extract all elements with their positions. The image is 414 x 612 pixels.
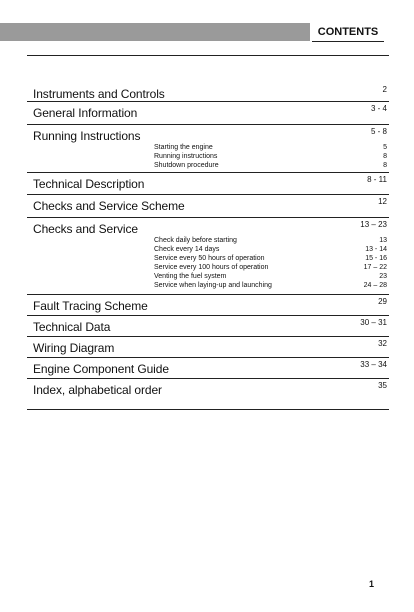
toc-entry-page: 8 - 11 <box>367 175 387 184</box>
toc-sub-page: 13 - 14 <box>365 246 387 253</box>
toc-sub-page: 8 <box>383 153 387 160</box>
toc-entry-page: 35 <box>378 381 387 390</box>
toc-entry-title: Checks and Service Scheme <box>33 199 185 213</box>
toc-entry-general-information[interactable] <box>27 102 389 125</box>
toc-sub-page: 15 - 16 <box>365 255 387 262</box>
toc-sub-page: 24 – 28 <box>363 282 387 289</box>
toc-entry-checks-and-service-scheme[interactable] <box>27 195 389 218</box>
toc-entry-title: Instruments and Controls <box>33 87 165 101</box>
toc-sub-entry[interactable] <box>154 281 387 290</box>
toc-entry-title: Wiring Diagram <box>33 341 115 355</box>
toc-entry-page: 33 – 34 <box>360 360 387 369</box>
toc-sub-page: 8 <box>383 162 387 169</box>
toc-sub-title: Starting the engine <box>154 144 213 151</box>
toc-entry-page: 5 - 8 <box>370 127 387 136</box>
toc-entry-index[interactable] <box>27 379 389 400</box>
toc-sub-title: Service every 50 hours of operation <box>154 255 265 262</box>
toc-sub-page: 17 – 22 <box>363 264 387 271</box>
toc-sub-entry[interactable] <box>154 161 387 170</box>
toc-entry-instruments[interactable] <box>27 83 389 102</box>
toc-entry-page: 30 – 31 <box>360 318 387 327</box>
toc-sub-entry[interactable] <box>154 152 387 161</box>
toc-sub-entry[interactable] <box>154 263 387 272</box>
toc-entry-running-instructions[interactable] <box>27 125 389 173</box>
header-bar <box>0 23 310 41</box>
toc-entry-page: 2 <box>382 85 387 94</box>
toc-entry-fault-tracing-scheme[interactable] <box>27 295 389 316</box>
toc-sub-page: 13 <box>379 237 387 244</box>
toc-entry-title: Technical Description <box>33 177 145 191</box>
toc-entry-technical-description[interactable] <box>27 173 389 195</box>
toc-sub-title: Check daily before starting <box>154 237 237 244</box>
page-number: 1 <box>369 579 375 589</box>
table-of-contents <box>27 83 389 400</box>
toc-entry-page: 3 - 4 <box>370 104 387 113</box>
toc-entry-title: Running Instructions <box>33 129 141 143</box>
toc-sub-title: Shutdown procedure <box>154 162 219 169</box>
toc-sub-title: Check every 14 days <box>154 246 220 253</box>
section-title: CONTENTS <box>312 23 384 42</box>
toc-sub-title: Service when laying-up and launching <box>154 282 272 289</box>
toc-sub-entry[interactable] <box>154 254 387 263</box>
toc-entry-page: 13 – 23 <box>360 220 387 229</box>
toc-entry-engine-component-guide[interactable] <box>27 358 389 379</box>
toc-sub-page: 23 <box>379 273 387 280</box>
toc-entry-title: Checks and Service <box>33 222 138 236</box>
toc-entry-page: 32 <box>378 339 387 348</box>
toc-sub-page: 5 <box>383 144 387 151</box>
toc-entry-title: Index, alphabetical order <box>33 383 162 397</box>
toc-sub-entry[interactable] <box>154 143 387 152</box>
toc-entry-title: Engine Component Guide <box>33 362 169 376</box>
top-divider <box>27 55 389 56</box>
toc-sub-entry[interactable] <box>154 272 387 281</box>
toc-sub-entry[interactable] <box>154 236 387 245</box>
toc-entry-page: 12 <box>378 197 387 206</box>
toc-sub-title: Service every 100 hours of operation <box>154 264 269 271</box>
toc-entry-checks-and-service[interactable] <box>27 218 389 295</box>
toc-entry-title: Fault Tracing Scheme <box>33 299 148 313</box>
toc-sub-entry[interactable] <box>154 245 387 254</box>
toc-entry-title: Technical Data <box>33 320 111 334</box>
toc-entry-title: General Information <box>33 106 138 120</box>
toc-entry-page: 29 <box>378 297 387 306</box>
toc-sub-title: Venting the fuel system <box>154 273 227 280</box>
toc-sub-title: Running instructions <box>154 153 218 160</box>
toc-entry-technical-data[interactable] <box>27 316 389 337</box>
bottom-divider <box>27 409 389 410</box>
toc-entry-wiring-diagram[interactable] <box>27 337 389 358</box>
